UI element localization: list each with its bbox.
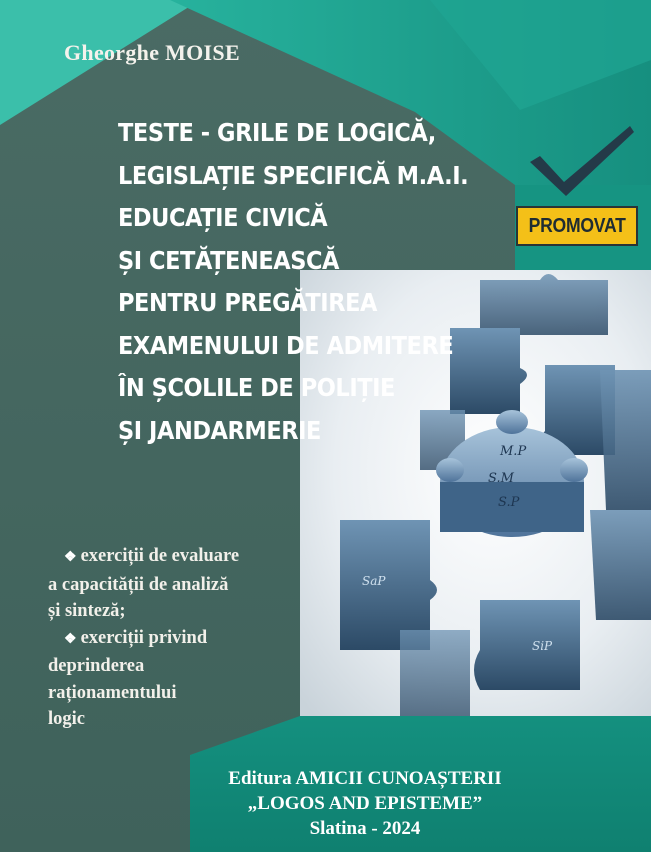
- publisher-series: „LOGOS AND EPISTEME”: [247, 793, 483, 814]
- author-name: Gheorghe MOISE: [64, 40, 240, 65]
- title-line: TESTE - GRILE DE LOGICĂ,: [118, 118, 436, 147]
- puzzle-piece: [400, 630, 470, 716]
- feature-list: [48, 543, 308, 733]
- promovat-label: PROMOVAT: [528, 214, 626, 237]
- diamond-bullet-icon: ❖: [64, 631, 77, 647]
- title-line: EXAMENULUI DE ADMITERE: [118, 330, 454, 360]
- title-line: PENTRU PREGĂTIREA: [118, 288, 377, 317]
- checkmark-icon: [526, 124, 636, 198]
- title-line: EDUCAȚIE CIVICĂ: [118, 203, 328, 232]
- diamond-bullet-icon: ❖: [64, 550, 77, 565]
- puzzle-piece: [590, 510, 651, 620]
- list-item: [48, 625, 308, 654]
- puzzle-piece: [600, 370, 651, 510]
- list-item-text: raționamentului: [48, 682, 177, 703]
- publication-place-year: Slatina - 2024: [309, 818, 421, 839]
- puzzle-text-sp: S.P: [498, 495, 520, 510]
- puzzle-text-sm: S.M: [488, 471, 514, 486]
- list-item-text: exerciții privind: [80, 627, 208, 648]
- title-line: ȘI CETĂȚENEASCĂ: [118, 245, 340, 275]
- publisher-block: [200, 766, 530, 841]
- puzzle-text-mp: M.P: [500, 444, 527, 459]
- list-item-text: și sinteză;: [48, 601, 126, 621]
- puzzle-text-sip: SiP: [532, 639, 553, 653]
- list-item: [48, 543, 308, 572]
- promovat-badge: [516, 206, 638, 246]
- list-item-text: exerciții de evaluare: [80, 546, 240, 566]
- title-line: ÎN ȘCOLILE DE POLIȚIE: [118, 373, 395, 402]
- list-item-text: logic: [48, 709, 85, 729]
- list-item-text: a capacității de analiză: [48, 574, 229, 595]
- list-item-text: deprinderea: [48, 656, 145, 676]
- puzzle-text-sap: SaP: [362, 574, 386, 588]
- book-title: [118, 112, 518, 452]
- title-line: ȘI JANDARMERIE: [118, 415, 321, 445]
- title-line: LEGISLAȚIE SPECIFICĂ M.A.I.: [118, 160, 469, 190]
- puzzle-piece: [474, 600, 580, 690]
- publisher-name: Editura AMICII CUNOAȘTERII: [228, 768, 502, 789]
